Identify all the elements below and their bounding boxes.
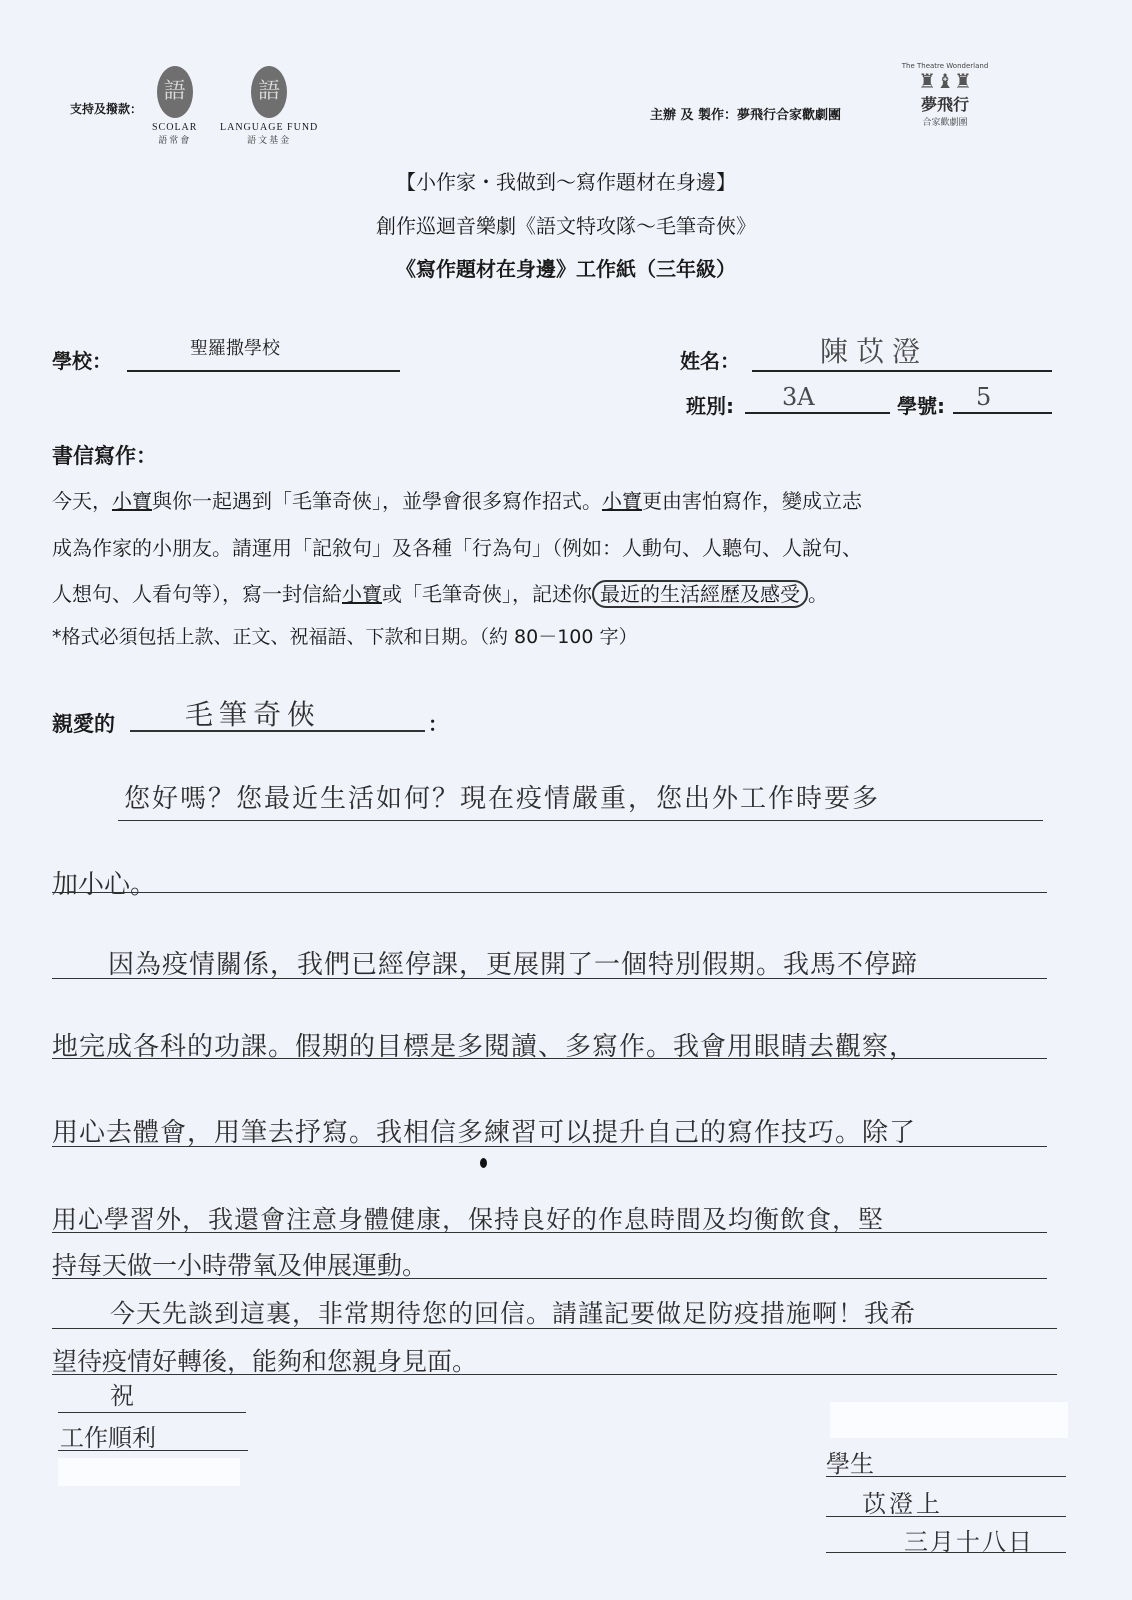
letter-line-8: 今天先談到這裏，非常期待您的回信。請謹記要做足防疫措施啊！我希 — [110, 1299, 917, 1328]
organizer-text: 主辦 及 製作：夢飛行合家歡劇團 — [650, 108, 842, 123]
signoff-rule-2 — [826, 1516, 1066, 1517]
number-label: 學號: — [897, 394, 945, 418]
salutation-label: 親愛的 — [52, 712, 115, 736]
instr-text: 更由害怕寫作，變成立志 — [642, 489, 862, 513]
support-label: 支持及撥款： — [70, 102, 143, 116]
letter-line-9: 望待疫情好轉後，能夠和您親身見面。 — [52, 1347, 478, 1376]
scolar-logo-en: SCOLAR — [152, 122, 198, 133]
instr-text: 與你一起遇到「毛筆奇俠」，並學會很多寫作招式。 — [152, 489, 602, 513]
letter-line-7: 持每天做一小時帶氧及伸展運動。 — [52, 1251, 428, 1280]
signoff-rule-1 — [826, 1476, 1066, 1477]
letter-line-2: 加小心。 — [52, 870, 157, 900]
class-label: 班別: — [686, 394, 734, 418]
scolar-logo — [152, 66, 197, 146]
language-fund-logo-zh: 語文基金 — [247, 136, 292, 146]
name-value: 陳苡澄 — [820, 335, 929, 368]
correction-tape — [830, 1402, 1068, 1438]
instr-text: 或「毛筆奇俠」，記述你 — [382, 582, 592, 606]
letter-rule-2 — [52, 892, 1047, 893]
instructions-line-3 — [52, 578, 828, 607]
language-fund-logo-en: LANGUAGE FUND — [220, 122, 319, 133]
theatre-logo-arc-text: The Theatre Wonderland — [901, 62, 989, 70]
instructions-line-2: 成為作家的小朋友。請運用「記敘句」及各種「行為句」（例如：人動句、人聽句、人說句、 — [52, 536, 862, 560]
worksheet-title-3: 《寫作題材在身邊》工作紙（三年級） — [396, 257, 736, 281]
instr-name-xiaobao: 小寶 — [112, 489, 152, 513]
language-fund-logo — [220, 66, 318, 146]
instr-circled-phrase: 最近的生活經歷及感受 — [592, 580, 808, 608]
instr-name-xiaobao: 小寶 — [342, 582, 382, 606]
theatre-logo — [900, 62, 990, 128]
instructions-line-1 — [52, 485, 862, 514]
number-value: 5 — [976, 383, 992, 411]
blessing-rule-1 — [58, 1412, 246, 1413]
scolar-seal-icon: 語 — [157, 66, 193, 118]
ink-dot — [480, 1158, 487, 1168]
letter-line-4: 地完成各科的功課。假期的目標是多閱讀、多寫作。我會用眼睛去觀察， — [52, 1032, 917, 1062]
salutation-colon: ： — [428, 712, 448, 736]
date-rule — [826, 1552, 1066, 1553]
worksheet-title-1: 【小作家・我做到～寫作題材在身邊】 — [396, 170, 736, 194]
scolar-logo-zh: 語常會 — [158, 136, 192, 146]
instr-name-xiaobao: 小寶 — [602, 489, 642, 513]
letter-line-5: 用心去體會，用筆去抒寫。我相信多練習可以提升自己的寫作技巧。除了 — [52, 1118, 917, 1148]
blessing-line-1: 祝 — [110, 1382, 134, 1410]
date-value: 三月十八日 — [904, 1528, 1034, 1556]
worksheet-title-2: 創作巡迴音樂劇《語文特攻隊～毛筆奇俠》 — [376, 214, 756, 238]
theatre-logo-name: 夢飛行 — [920, 95, 969, 114]
instructions-note: *格式必須包括上款、正文、祝福語、下款和日期。（約 80－100 字） — [52, 626, 638, 648]
blessing-rule-2 — [58, 1450, 248, 1451]
name-label: 姓名： — [680, 349, 740, 373]
class-field[interactable] — [745, 386, 890, 414]
signoff-title: 學生 — [826, 1450, 874, 1478]
blessing-line-2: 工作順利 — [60, 1424, 156, 1452]
school-label: 學校： — [52, 349, 112, 373]
theatre-logo-sub: 合家歡劇團 — [922, 118, 968, 128]
letter-rule-1 — [118, 820, 1043, 821]
letter-line-1: 您好嗎？您最近生活如何？現在疫情嚴重，您出外工作時要多 — [124, 784, 881, 814]
number-field[interactable] — [953, 386, 1052, 414]
castle-icon: ♜♝♜ — [918, 69, 972, 93]
correction-tape — [58, 1458, 240, 1486]
signoff-name: 苡澄上 — [862, 1490, 943, 1518]
instructions-heading: 書信寫作： — [52, 444, 157, 468]
salutation-name: 毛筆奇俠 — [185, 698, 322, 731]
school-value: 聖羅撒學校 — [190, 338, 280, 359]
letter-line-6: 用心學習外，我還會注意身體健康，保持良好的作息時間及均衡飲食，堅 — [52, 1205, 885, 1234]
letter-line-3: 因為疫情關係，我們已經停課，更展開了一個特別假期。我馬不停蹄 — [108, 950, 919, 980]
instr-text: 。 — [808, 582, 828, 606]
instr-text: 人想句、人看句等），寫一封信給 — [52, 582, 342, 606]
instr-text: 今天， — [52, 489, 112, 513]
language-fund-seal-icon: 語 — [251, 66, 287, 118]
class-value: 3A — [782, 383, 815, 411]
